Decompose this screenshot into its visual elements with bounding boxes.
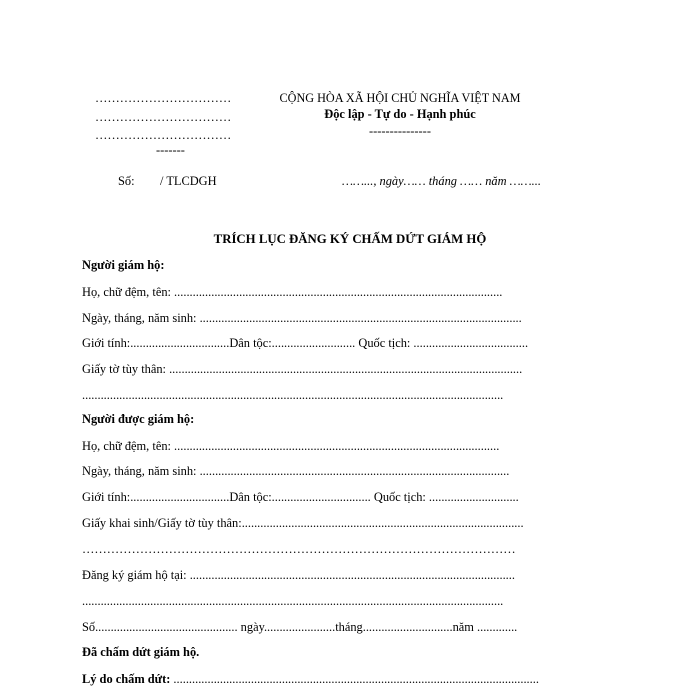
issue-date-line: ……..., ngày…… tháng …… năm ……... xyxy=(342,174,541,188)
ward-name-field: Họ, chữ đệm, tên: ......................................................................................................... xyxy=(82,439,500,453)
guardian-gender-ethnic-nationality-field: Giới tính:................................Dân tộc:........................... Quốc tịch: ..................................... xyxy=(82,336,529,350)
motto-rule: --------------- xyxy=(369,124,431,138)
motto: Độc lập - Tự do - Hạnh phúc xyxy=(324,107,476,121)
registration-number-date-field: Số.............................................. ngày.......................tháng.............................năm ............. xyxy=(82,620,518,634)
guardian-id-field: Giấy tờ tùy thân: .................................................................................................................. xyxy=(82,362,523,376)
agency-rule: ------- xyxy=(156,143,185,157)
agency-line-1: …………………………… xyxy=(95,91,232,105)
ward-heading: Người được giám hộ: xyxy=(82,412,195,426)
so-label: Số: xyxy=(118,174,135,188)
ward-gender-ethnic-nationality-field: Giới tính:................................Dân tộc:................................ Quốc tịch: ............................. xyxy=(82,490,519,504)
guardian-extra-line: ........................................................................................................................................ xyxy=(82,388,504,402)
agency-line-2: …………………………… xyxy=(95,110,232,124)
guardian-heading: Người giám hộ: xyxy=(82,258,165,272)
termination-reason-label: Lý do chấm dứt: xyxy=(82,672,171,686)
termination-heading: Đã chấm dứt giám hộ. xyxy=(82,645,200,659)
agency-line-3: …………………………… xyxy=(95,128,232,142)
registration-extra-line: ........................................................................................................................................ xyxy=(82,594,504,608)
document-title: TRÍCH LỤC ĐĂNG KÝ CHẤM DỨT GIÁM HỘ xyxy=(213,232,487,246)
reference-code: / TLCDGH xyxy=(160,174,217,188)
country-name: CỘNG HÒA XÃ HỘI CHỦ NGHĨA VIỆT NAM xyxy=(279,91,521,105)
termination-reason-field xyxy=(82,672,539,687)
registration-place-field: Đăng ký giám hộ tại: ......................................................................................................... xyxy=(82,568,515,582)
ward-dob-field: Ngày, tháng, năm sinh: .................................................................................................... xyxy=(82,464,510,478)
ward-id-field: Giấy khai sinh/Giấy tờ tùy thân:........................................................................................... xyxy=(82,516,524,530)
ward-extra-line: …………………………………………………………………………………………… xyxy=(82,542,516,556)
guardian-dob-field: Ngày, tháng, năm sinh: ........................................................................................................ xyxy=(82,311,522,325)
guardian-name-field: Họ, chữ đệm, tên: .......................................................................................................... xyxy=(82,285,503,299)
termination-reason-dots: ...................................................................................................................... xyxy=(170,672,539,686)
